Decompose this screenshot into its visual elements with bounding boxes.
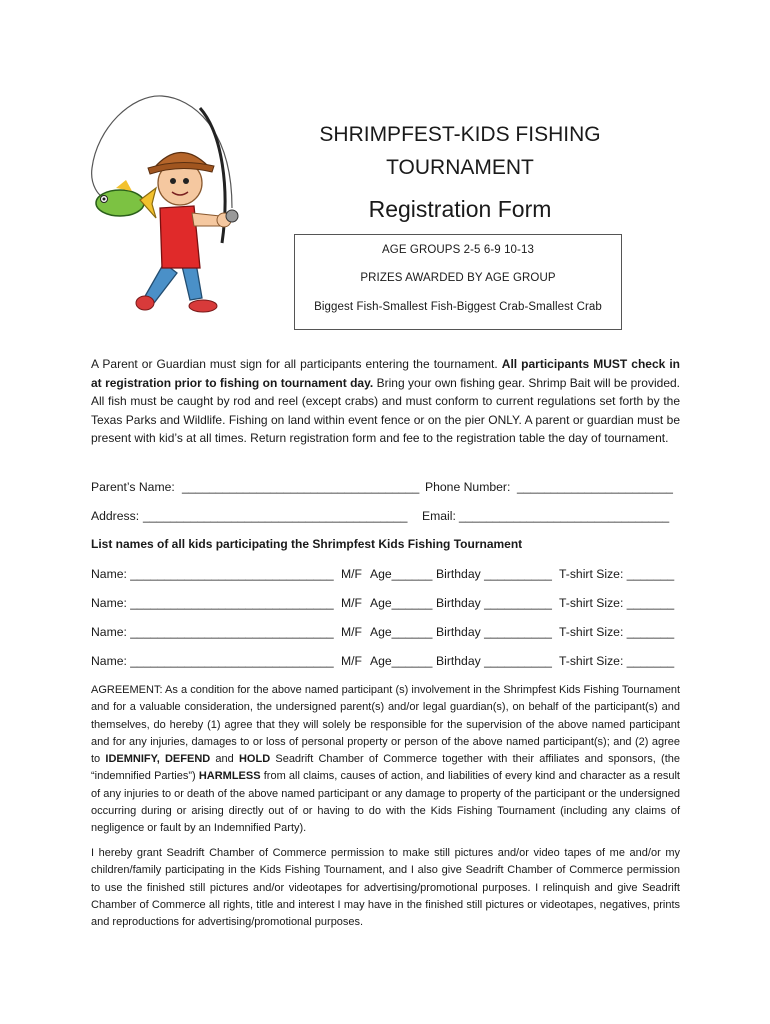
kid-name-field[interactable]: Name: ______________________________ xyxy=(91,654,334,668)
email-label: Email: xyxy=(422,509,456,523)
kid-name-field[interactable]: Name: ______________________________ xyxy=(91,596,334,610)
kid-row xyxy=(91,654,680,672)
form-subtitle: Registration Form xyxy=(368,196,552,222)
agreement-bold-2: HOLD xyxy=(238,753,271,766)
parent-name-row xyxy=(91,480,680,498)
fish-icon xyxy=(96,180,156,218)
prize-categories: Biggest Fish-Smallest Fish-Biggest Crab-Smallest Crab xyxy=(314,301,602,313)
kid-row xyxy=(91,596,680,614)
email-field[interactable]: _______________________________ xyxy=(459,509,670,523)
address-field[interactable]: _______________________________________ xyxy=(143,509,408,523)
photo-release-paragraph: I hereby grant Seadrift Chamber of Commerce permission to make still pictures and/or video tapes of me and/or my children/family participating in the Kids Fishing Tournament, and I also give Seadrift Chamber of Commerce permission to use the finished still pictures and/or videotapes for advertising/promotional purposes. I relinquish and give Seadrift Chamber of Commerce all rights, title and interest I may have in the finished still pictures or videotapes, negatives, prints and reproductions for advertising/promotional purposes. xyxy=(91,847,680,929)
kid-row xyxy=(91,625,680,643)
parent-name-label: Parent’s Name: xyxy=(91,480,175,494)
agreement-bold-3: HARMLESS xyxy=(198,770,261,783)
intro-text-2: Bring your own fishing gear. Shrimp Bait will be provided. All fish must be caught by rod and reel (except crabs) and must conform to current regulations set forth by the Texas Parks and Wildlife. Fishing on land within event fence or on the pier ONLY. A parent or guardian must be present with kid’s at all times. Return registration form and fee to the registration table the day of tournament. xyxy=(91,375,681,446)
agreement-text-3: from all claims, causes of action, and liabilities of every kind and character as a result of any injuries to or death of the above named participant or any damage to property of the participant or the undersigned occurring during or arising directly out of or having to do with the Kids Fishing Tournament (including any claims of negligence or fault by an Indemnified Party). xyxy=(91,770,680,835)
agreement-and: and xyxy=(210,753,239,766)
kid-tshirt-field[interactable]: T-shirt Size: _______ xyxy=(559,654,675,668)
boy-fishing-illustration xyxy=(82,88,257,323)
kid-tshirt-field[interactable]: T-shirt Size: _______ xyxy=(559,625,675,639)
kid-age-field[interactable]: Age______ xyxy=(370,625,433,639)
intro-bold: All participants MUST check in at registration prior to fishing on tournament day. xyxy=(91,357,681,390)
kid-birthday-field[interactable]: Birthday __________ xyxy=(436,596,552,610)
intro-paragraph xyxy=(91,355,680,448)
phone-field[interactable]: _______________________ xyxy=(517,480,673,494)
agreement-text-1: AGREEMENT: As a condition for the above named participant (s) involvement in the Shrimpfest Kids Fishing Tournament and for a valuable consideration, the undersigned parent(s) and/or legal guardian(s), on behalf of the participant(s) and themselves, do hereby (1) agree that they will solely be responsible for the supervision of the above named participant and for any injuries, damages to or loss of personal property or person of the above named participant(s); and (2) agree to xyxy=(91,684,680,766)
kid-gender-field[interactable]: M/F xyxy=(341,654,362,668)
kid-age-field[interactable]: Age______ xyxy=(370,596,433,610)
kid-gender-field[interactable]: M/F xyxy=(341,567,362,581)
phone-label: Phone Number: xyxy=(425,480,511,494)
intro-text-1: A Parent or Guardian must sign for all participants entering the tournament. xyxy=(91,357,502,371)
kid-row xyxy=(91,567,680,585)
kid-birthday-field[interactable]: Birthday __________ xyxy=(436,654,552,668)
kid-birthday-field[interactable]: Birthday __________ xyxy=(436,567,552,581)
parent-name-field[interactable]: ___________________________________ xyxy=(182,480,420,494)
kid-name-field[interactable]: Name: ______________________________ xyxy=(91,567,334,581)
kid-gender-field[interactable]: M/F xyxy=(341,596,362,610)
title-line-1: SHRIMPFEST-KIDS FISHING xyxy=(319,123,601,146)
agreement-paragraph xyxy=(91,682,680,838)
kid-tshirt-field[interactable]: T-shirt Size: _______ xyxy=(559,596,675,610)
age-groups: AGE GROUPS 2-5 6-9 10-13 xyxy=(382,244,534,256)
info-box xyxy=(294,234,622,330)
kid-name-field[interactable]: Name: ______________________________ xyxy=(91,625,334,639)
kid-age-field[interactable]: Age______ xyxy=(370,567,433,581)
kid-gender-field[interactable]: M/F xyxy=(341,625,362,639)
kid-age-field[interactable]: Age______ xyxy=(370,654,433,668)
title-line-2: TOURNAMENT xyxy=(386,156,534,179)
address-row xyxy=(91,509,680,527)
agreement-text-2: Seadrift Chamber of Commerce together with their affiliates and sponsors, (the “indemnified Parties”) xyxy=(91,753,680,783)
kid-tshirt-field[interactable]: T-shirt Size: _______ xyxy=(559,567,675,581)
prizes-text: PRIZES AWARDED BY AGE GROUP xyxy=(360,272,556,284)
address-label: Address: xyxy=(91,509,140,523)
kids-heading: List names of all kids participating the Shrimpfest Kids Fishing Tournament xyxy=(91,537,523,551)
kid-birthday-field[interactable]: Birthday __________ xyxy=(436,625,552,639)
agreement-bold-1: IDEMNIFY, DEFEND xyxy=(105,753,211,766)
